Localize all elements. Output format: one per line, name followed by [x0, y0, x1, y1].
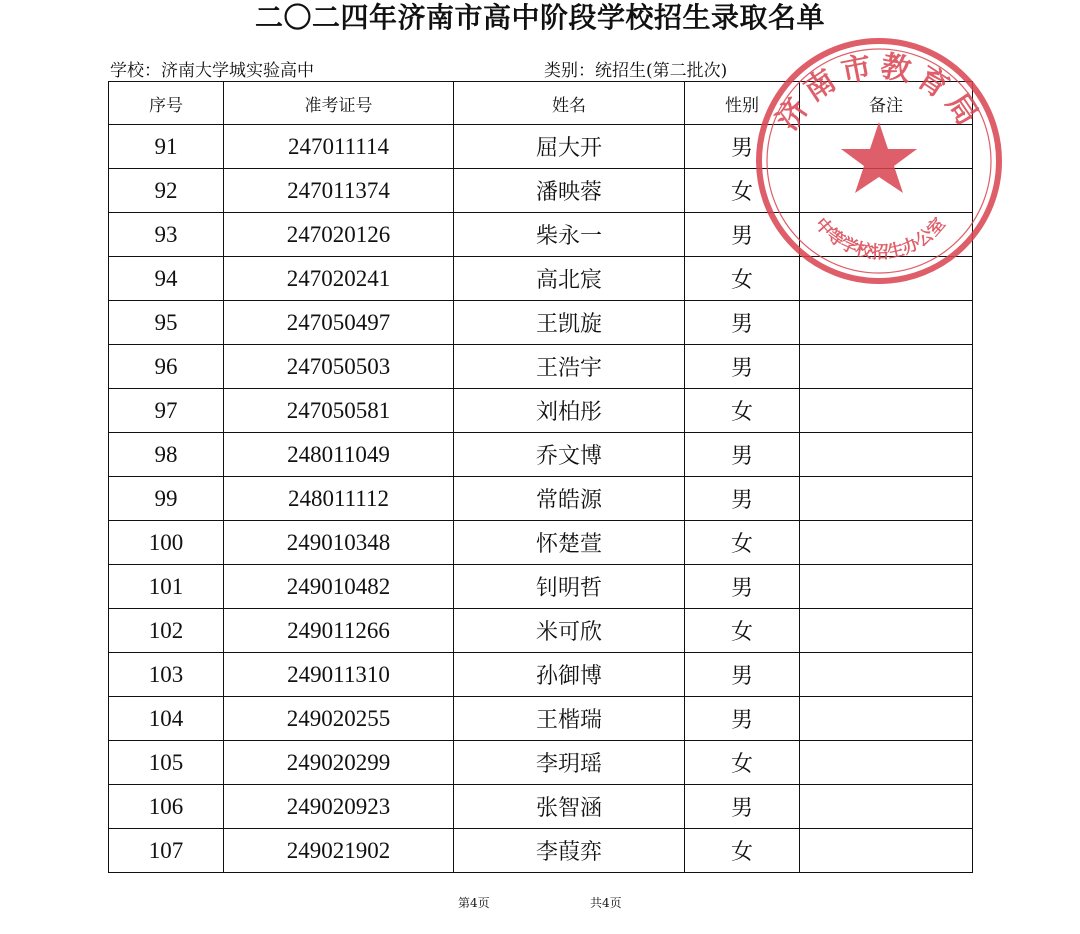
row-exam-id: 247050503 — [224, 345, 454, 389]
row-seq: 96 — [109, 345, 224, 389]
row-note — [800, 829, 973, 873]
row-seq: 107 — [109, 829, 224, 873]
row-note — [800, 521, 973, 565]
row-gender: 男 — [685, 213, 800, 257]
row-name: 王凯旋 — [454, 301, 685, 345]
table-row — [109, 609, 973, 653]
row-name: 王浩宇 — [454, 345, 685, 389]
table-row — [109, 741, 973, 785]
row-seq: 91 — [109, 125, 224, 169]
row-note — [800, 389, 973, 433]
admission-category: 类别：统招生(第二批次) — [544, 61, 728, 81]
row-note — [800, 653, 973, 697]
row-gender: 女 — [685, 829, 800, 873]
row-seq: 104 — [109, 697, 224, 741]
table-row — [109, 829, 973, 873]
row-name: 乔文博 — [454, 433, 685, 477]
row-gender: 女 — [685, 389, 800, 433]
row-exam-id: 247050581 — [224, 389, 454, 433]
row-gender: 男 — [685, 785, 800, 829]
row-gender: 女 — [685, 169, 800, 213]
table-row — [109, 521, 973, 565]
row-name: 柴永一 — [454, 213, 685, 257]
row-name: 潘映蓉 — [454, 169, 685, 213]
header-exam-id: 准考证号 — [224, 82, 454, 125]
row-seq: 97 — [109, 389, 224, 433]
row-note — [800, 785, 973, 829]
row-note — [800, 741, 973, 785]
row-exam-id: 249020923 — [224, 785, 454, 829]
row-name: 米可欣 — [454, 609, 685, 653]
row-seq: 101 — [109, 565, 224, 609]
row-seq: 99 — [109, 477, 224, 521]
row-exam-id: 249010348 — [224, 521, 454, 565]
row-name: 王楷瑞 — [454, 697, 685, 741]
row-name: 常皓源 — [454, 477, 685, 521]
table-row — [109, 433, 973, 477]
document-title: 二〇二四年济南市高中阶段学校招生录取名单 — [254, 1, 825, 34]
row-gender: 女 — [685, 257, 800, 301]
row-exam-id: 249020255 — [224, 697, 454, 741]
row-exam-id: 249011266 — [224, 609, 454, 653]
row-name: 李玥瑶 — [454, 741, 685, 785]
header-note: 备注 — [800, 82, 973, 125]
row-gender: 男 — [685, 697, 800, 741]
row-seq: 92 — [109, 169, 224, 213]
table-row — [109, 301, 973, 345]
row-name: 高北宸 — [454, 257, 685, 301]
row-name: 钊明哲 — [454, 565, 685, 609]
row-seq: 102 — [109, 609, 224, 653]
table-row — [109, 345, 973, 389]
row-gender: 男 — [685, 653, 800, 697]
page-number: 第4页 — [458, 896, 490, 910]
row-note — [800, 345, 973, 389]
row-exam-id: 249021902 — [224, 829, 454, 873]
row-name: 怀楚萱 — [454, 521, 685, 565]
header-name: 姓名 — [454, 82, 685, 125]
row-seq: 103 — [109, 653, 224, 697]
row-seq: 95 — [109, 301, 224, 345]
row-exam-id: 249010482 — [224, 565, 454, 609]
row-exam-id: 247011114 — [224, 125, 454, 169]
row-name: 刘柏彤 — [454, 389, 685, 433]
row-gender: 女 — [685, 741, 800, 785]
table-row — [109, 389, 973, 433]
row-exam-id: 248011112 — [224, 477, 454, 521]
school-name: 学校：济南大学城实验高中 — [110, 61, 314, 81]
table-row — [109, 785, 973, 829]
row-note — [800, 477, 973, 521]
header-seq: 序号 — [109, 82, 224, 125]
row-name: 孙御博 — [454, 653, 685, 697]
row-seq: 98 — [109, 433, 224, 477]
row-exam-id: 247020241 — [224, 257, 454, 301]
row-gender: 女 — [685, 609, 800, 653]
row-note — [800, 565, 973, 609]
row-exam-id: 247020126 — [224, 213, 454, 257]
header-gender: 性别 — [685, 82, 800, 125]
row-seq: 105 — [109, 741, 224, 785]
row-gender: 女 — [685, 521, 800, 565]
row-exam-id: 247011374 — [224, 169, 454, 213]
page-total: 共4页 — [590, 896, 622, 910]
row-name: 李葭弈 — [454, 829, 685, 873]
row-seq: 94 — [109, 257, 224, 301]
row-exam-id: 249011310 — [224, 653, 454, 697]
row-gender: 男 — [685, 477, 800, 521]
row-note — [800, 697, 973, 741]
table-row — [109, 697, 973, 741]
row-gender: 男 — [685, 125, 800, 169]
row-note — [800, 609, 973, 653]
row-name: 屈大开 — [454, 125, 685, 169]
row-exam-id: 247050497 — [224, 301, 454, 345]
row-gender: 男 — [685, 433, 800, 477]
row-note — [800, 301, 973, 345]
row-gender: 男 — [685, 565, 800, 609]
svg-text:济南市教育局: 济南市教育局 — [769, 48, 989, 137]
svg-text:中等学校招生办公室: 中等学校招生办公室 — [810, 214, 950, 263]
row-note — [800, 433, 973, 477]
row-seq: 100 — [109, 521, 224, 565]
row-name: 张智涵 — [454, 785, 685, 829]
row-gender: 男 — [685, 345, 800, 389]
row-exam-id: 248011049 — [224, 433, 454, 477]
table-row — [109, 565, 973, 609]
row-seq: 93 — [109, 213, 224, 257]
official-seal — [748, 30, 1010, 292]
table-row — [109, 477, 973, 521]
row-seq: 106 — [109, 785, 224, 829]
row-gender: 男 — [685, 301, 800, 345]
table-row — [109, 653, 973, 697]
row-exam-id: 249020299 — [224, 741, 454, 785]
